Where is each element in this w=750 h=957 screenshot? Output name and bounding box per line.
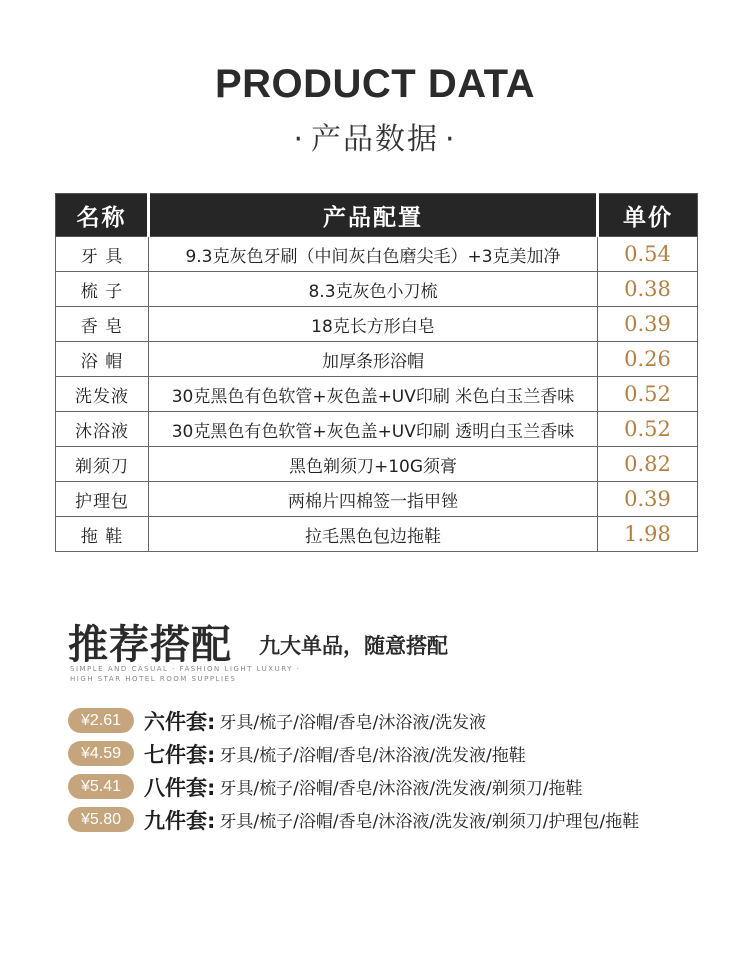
table-row <box>56 307 698 342</box>
set-list <box>68 704 639 836</box>
product-price: 0.39 <box>598 482 698 517</box>
set-name: 九件套: <box>144 808 216 833</box>
table-header-row <box>56 194 698 237</box>
product-name: 护理包 <box>56 482 149 517</box>
product-table <box>55 193 698 552</box>
set-name: 六件套: <box>144 709 216 734</box>
column-header-name: 名称 <box>56 194 149 237</box>
tagline-line-1: SIMPLE AND CASUAL · FASHION LIGHT LUXURY · <box>70 665 301 673</box>
product-config: 8.3克灰色小刀梳 <box>149 272 598 307</box>
product-price: 0.39 <box>598 307 698 342</box>
product-price: 1.98 <box>598 517 698 552</box>
recommend-subtitle: 九大单品，随意搭配 <box>259 634 448 658</box>
recommend-tagline <box>70 664 300 684</box>
product-name: 香 皂 <box>56 307 149 342</box>
table-row <box>56 412 698 447</box>
product-config: 18克长方形白皂 <box>149 307 598 342</box>
table-row <box>56 517 698 552</box>
set-price-badge: ¥5.41 <box>68 774 134 799</box>
product-name: 沐浴液 <box>56 412 149 447</box>
product-config: 两棉片四棉签一指甲锉 <box>149 482 598 517</box>
product-config: 加厚条形浴帽 <box>149 342 598 377</box>
set-price-badge: ¥2.61 <box>68 708 134 733</box>
table-row <box>56 482 698 517</box>
page-subtitle-text: 产品数据 <box>311 122 439 157</box>
product-name: 浴 帽 <box>56 342 149 377</box>
product-config: 9.3克灰色牙刷（中间灰白色磨尖毛）+3克美加净 <box>149 237 598 272</box>
set-row-seven <box>68 737 639 770</box>
column-header-price: 单价 <box>598 194 698 237</box>
set-row-eight <box>68 770 639 803</box>
dot-right: · <box>445 122 457 157</box>
set-items: 牙具/梳子/浴帽/香皂/沐浴液/洗发液/剃须刀/拖鞋 <box>219 779 583 799</box>
set-name: 七件套: <box>144 742 216 767</box>
set-price-badge: ¥4.59 <box>68 741 134 766</box>
table-row <box>56 272 698 307</box>
product-name: 梳 子 <box>56 272 149 307</box>
product-config: 30克黑色有色软管+灰色盖+UV印刷 透明白玉兰香味 <box>149 412 598 447</box>
page-title: PRODUCT DATA <box>214 62 536 106</box>
set-name: 八件套: <box>144 775 216 800</box>
set-items: 牙具/梳子/浴帽/香皂/沐浴液/洗发液/拖鞋 <box>219 746 526 766</box>
product-price: 0.52 <box>598 412 698 447</box>
recommend-title: 推荐搭配 <box>68 622 232 668</box>
product-name: 洗发液 <box>56 377 149 412</box>
product-price: 0.38 <box>598 272 698 307</box>
set-price-badge: ¥5.80 <box>68 807 134 832</box>
set-items: 牙具/梳子/浴帽/香皂/沐浴液/洗发液/剃须刀/护理包/拖鞋 <box>219 812 640 832</box>
page-subtitle <box>0 114 750 158</box>
table-row <box>56 342 698 377</box>
product-price: 0.52 <box>598 377 698 412</box>
table-row <box>56 447 698 482</box>
product-name: 拖 鞋 <box>56 517 149 552</box>
column-header-config: 产品配置 <box>149 194 598 237</box>
tagline-line-2: HIGH STAR HOTEL ROOM SUPPLIES <box>70 675 237 683</box>
product-config: 30克黑色有色软管+灰色盖+UV印刷 米色白玉兰香味 <box>149 377 598 412</box>
dot-left: · <box>293 122 305 157</box>
product-name: 牙 具 <box>56 237 149 272</box>
product-config: 黑色剃须刀+10G须膏 <box>149 447 598 482</box>
product-price: 0.54 <box>598 237 698 272</box>
table-row <box>56 237 698 272</box>
product-name: 剃须刀 <box>56 447 149 482</box>
table-row <box>56 377 698 412</box>
set-row-six <box>68 704 639 737</box>
set-row-nine <box>68 803 639 836</box>
product-config: 拉毛黑色包边拖鞋 <box>149 517 598 552</box>
set-items: 牙具/梳子/浴帽/香皂/沐浴液/洗发液 <box>219 713 487 733</box>
product-price: 0.26 <box>598 342 698 377</box>
product-price: 0.82 <box>598 447 698 482</box>
